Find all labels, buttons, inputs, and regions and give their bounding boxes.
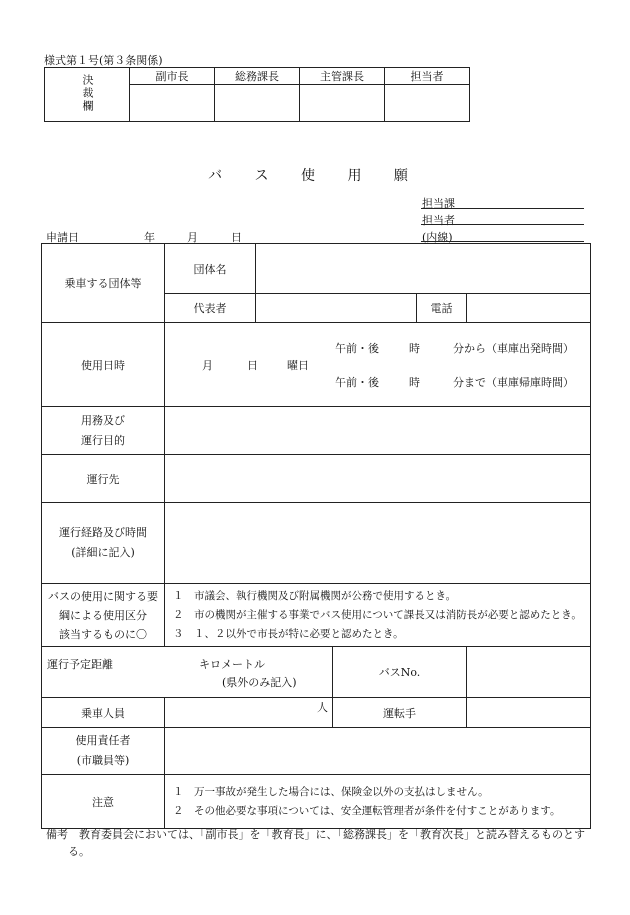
datetime-from-text: 分から（車庫出発時間）: [453, 342, 574, 355]
route-label-line2: (詳細に記入): [71, 546, 135, 559]
distance-field[interactable]: [42, 647, 333, 698]
responsible-label: [42, 728, 165, 775]
datetime-label: 使用日時: [42, 323, 165, 407]
category-options: [165, 584, 591, 647]
datetime-day: 日: [247, 359, 258, 372]
category-label: [42, 584, 165, 647]
page-title: バ ス 使 用 願: [208, 168, 422, 184]
driver-label: 運転手: [333, 698, 467, 728]
distance-note: (県外のみ記入): [222, 676, 297, 689]
route-label-line1: 運行経路及び時間: [59, 526, 147, 539]
datetime-field[interactable]: [165, 323, 591, 407]
representative-label: 代表者: [165, 294, 256, 323]
phone-field[interactable]: [467, 294, 591, 323]
contact-ext-label: (内線): [422, 231, 453, 244]
approval-stamp-vice-mayor[interactable]: [130, 85, 215, 122]
route-label: [42, 503, 165, 584]
application-date-month: 月: [187, 231, 198, 244]
form-number: 様式第１号(第３条関係): [44, 54, 163, 67]
passengers-unit: 人: [317, 701, 328, 714]
caution-label: 注意: [42, 775, 165, 829]
category-label-line3: 該当するものに〇: [59, 627, 147, 641]
contact-person-label: 担当者: [422, 214, 455, 227]
application-date-year: 年: [144, 231, 155, 244]
purpose-label: [42, 407, 165, 455]
route-field[interactable]: [165, 503, 591, 584]
datetime-ampm-start: 午前・後: [335, 342, 379, 355]
purpose-label-line2: 運行目的: [81, 433, 125, 447]
passengers-label: 乗車人員: [42, 698, 165, 728]
passengers-field[interactable]: [165, 698, 333, 728]
datetime-until-text: 分まで（車庫帰庫時間）: [453, 376, 574, 389]
approval-header-general-affairs: 総務課長: [215, 68, 300, 85]
bus-use-form-table: [41, 243, 591, 829]
bus-no-field[interactable]: [467, 647, 591, 698]
datetime-weekday: 曜日: [287, 359, 309, 372]
driver-field[interactable]: [467, 698, 591, 728]
caution-item-1: １ 万一事故が発生した場合には、保険金以外の支払はしません。: [173, 785, 489, 798]
application-date-day: 日: [231, 231, 242, 244]
approval-stamp-general-affairs[interactable]: [215, 85, 300, 122]
category-label-line1: バスの使用に関する要: [48, 589, 158, 603]
representative-field[interactable]: [256, 294, 417, 323]
category-label-line2: 綱による使用区分: [59, 608, 147, 622]
approval-side-label: 決裁欄: [45, 68, 130, 122]
category-option-3[interactable]: ３ １、２以外で市長が特に必要と認めたとき。: [173, 627, 404, 640]
responsible-label-line2: (市職員等): [76, 754, 130, 767]
approval-header-dept-head: 主管課長: [300, 68, 385, 85]
purpose-label-line1: 用務及び: [81, 413, 125, 427]
contact-dept-label: 担当課: [422, 197, 455, 210]
category-option-2[interactable]: ２ 市の機関が主催する事業でバス使用について課長又は消防長が必要と認めたとき。: [173, 608, 582, 621]
approval-stamp-dept-head[interactable]: [300, 85, 385, 122]
remarks-text: 備考 教育委員会においては、「副市長」を「教育長」に、「総務課長」を「教育次長」と読み替えるものとする。: [46, 828, 585, 858]
remarks-note: [46, 826, 596, 860]
approval-stamp-staff[interactable]: [385, 85, 470, 122]
phone-label: 電話: [417, 294, 467, 323]
bus-no-label: バスNo.: [333, 647, 467, 698]
group-name-label: 団体名: [165, 244, 256, 294]
distance-label: 運行予定距離: [47, 658, 113, 671]
category-option-1[interactable]: １ 市議会、執行機関及び附属機関が公務で使用するとき。: [173, 589, 457, 602]
purpose-field[interactable]: [165, 407, 591, 455]
distance-unit: キロメートル: [199, 658, 265, 671]
contact-dept-line[interactable]: [421, 208, 584, 209]
contact-person-line[interactable]: [421, 224, 584, 225]
responsible-field[interactable]: [165, 728, 591, 775]
group-label: 乗車する団体等: [42, 244, 165, 323]
datetime-ampm-end: 午前・後: [335, 376, 379, 389]
application-date-label: 申請日: [46, 231, 79, 244]
approval-header-staff: 担当者: [385, 68, 470, 85]
approval-header-vice-mayor: 副市長: [130, 68, 215, 85]
caution-item-2: ２ その他必要な事項については、安全運転管理者が条件を付すことがあります。: [173, 804, 561, 817]
destination-field[interactable]: [165, 455, 591, 503]
datetime-month: 月: [202, 359, 213, 372]
approval-table: [44, 67, 470, 122]
caution-items: [165, 775, 591, 829]
responsible-label-line1: 使用責任者: [75, 734, 131, 747]
contact-ext-line[interactable]: [421, 241, 584, 242]
datetime-hour-end: 時: [409, 376, 420, 389]
datetime-hour-start: 時: [409, 342, 420, 355]
destination-label: 運行先: [42, 455, 165, 503]
group-name-field[interactable]: [256, 244, 591, 294]
